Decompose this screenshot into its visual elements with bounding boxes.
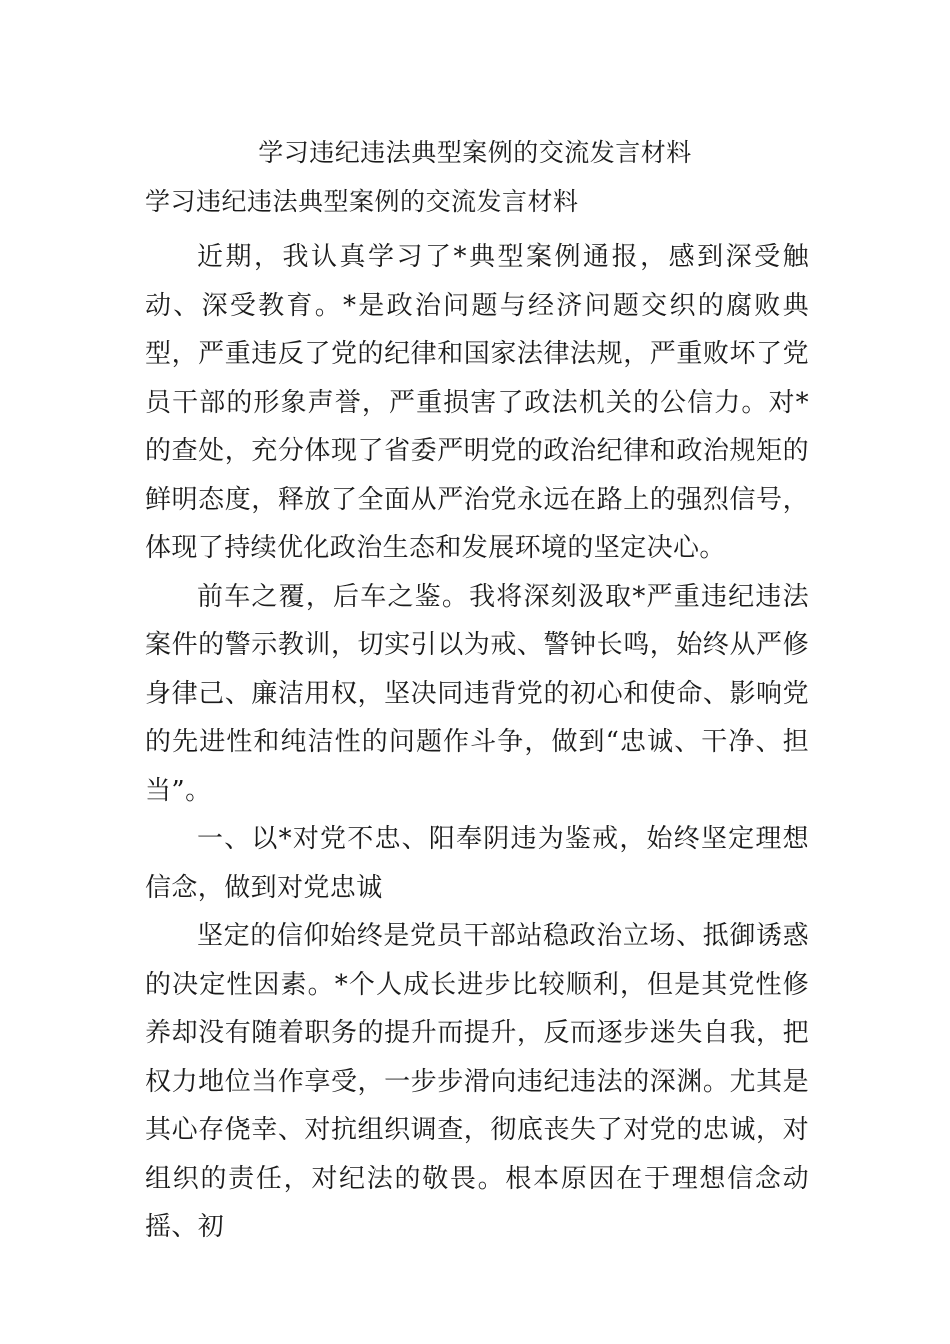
paragraph-lesson: 前车之覆，后车之鉴。我将深刻汲取*严重违纪违法案件的警示教训，切实引以为戒、警钟长鸣，始终从严修身律己、廉洁用权，坚决同违背党的初心和使命、影响党的先进性和纯洁性的问题作斗争，做到“忠诚、干净、担当”。 [145,581,809,806]
paragraph-section-1: 坚定的信仰始终是党员干部站稳政治立场、抵御诱惑的决定性因素。*个人成长进步比较顺利，但是其党性修养却没有随着职务的提升而提升，反而逐步迷失自我，把权力地位当作享受，一步步滑向违纪违法的深渊。尤其是其心存侥幸、对抗组织调查，彻底丧失了对党的忠诚，对组织的责任，对纪法的敬畏。根本原因在于理想信念动摇、初 [145,921,809,1242]
document-title: 学习违纪违法典型案例的交流发言材料 [258,138,692,167]
document-body [145,233,809,1252]
document-subtitle: 学习违纪违法典型案例的交流发言材料 [145,187,579,216]
paragraph-intro: 近期，我认真学习了*典型案例通报，感到深受触动、深受教育。*是政治问题与经济问题交织的腐败典型，严重违反了党的纪律和国家法律法规，严重败坏了党员干部的形象声誉，严重损害了政法机关的公信力。对*的查处，充分体现了省委严明党的政治纪律和政治规矩的鲜明态度，释放了全面从严治党永远在路上的强烈信号，体现了持续优化政治生态和发展环境的坚定决心。 [145,242,809,563]
section-heading-1: 一、以*对党不忠、阳奉阴违为鉴戒，始终坚定理想信念，做到对党忠诚 [145,824,809,903]
